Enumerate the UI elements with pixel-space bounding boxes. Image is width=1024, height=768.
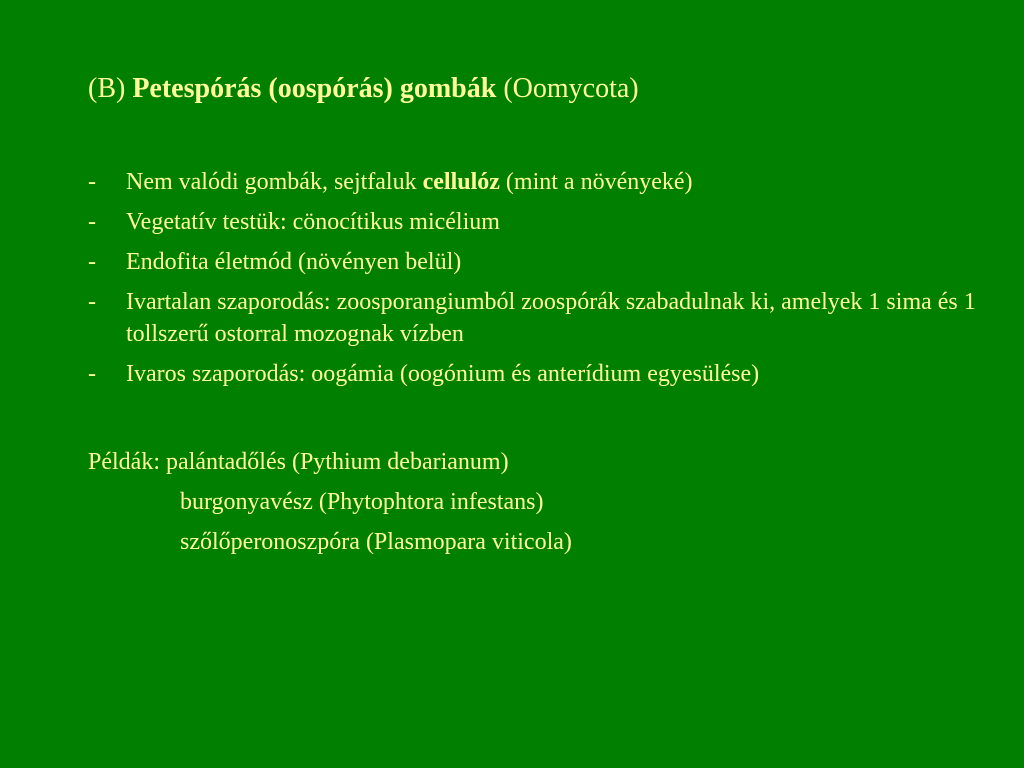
title-suffix: (Oomycota) <box>496 73 639 104</box>
bullet-text: Endofita életmód (növényen belül) <box>126 249 462 275</box>
bullet-marker: - <box>88 249 96 275</box>
bullet-text: Vegetatív testük: cönocítikus micélium <box>126 209 500 235</box>
examples-section <box>88 446 988 566</box>
bullet-text: Ivaros szaporodás: oogámia (oogónium és anterídium egyesülése) <box>126 361 760 387</box>
example-item: burgonyavész (Phytophtora infestans) <box>180 489 544 515</box>
bullet-item-5 <box>88 358 988 390</box>
bullet-marker: - <box>88 289 96 315</box>
example-item: szőlőperonoszpóra (Plasmopara viticola) <box>180 529 572 555</box>
bullet-list <box>88 166 988 398</box>
example-row-1 <box>88 446 988 486</box>
slide-title <box>88 72 639 106</box>
bullet-marker: - <box>88 209 96 235</box>
bullet-item-4 <box>88 286 988 350</box>
bullet-item-1 <box>88 166 988 198</box>
bullet-text-part: Nem valódi gombák, sejtfaluk <box>126 169 423 195</box>
example-item: palántadőlés (Pythium debarianum) <box>166 449 509 475</box>
bullet-marker: - <box>88 361 96 387</box>
bullet-text <box>126 169 693 195</box>
examples-label: Példák: <box>88 449 166 475</box>
example-row-2 <box>88 486 988 526</box>
title-prefix: (B) <box>88 73 133 104</box>
example-row-3 <box>88 526 988 566</box>
bullet-item-2 <box>88 206 988 238</box>
title-bold: Petespórás (oospórás) gombák <box>132 73 497 104</box>
bullet-text: Ivartalan szaporodás: zoosporangiumból zoospórák szabadulnak ki, amelyek 1 sima és 1 tollszerű ostorral mozognak vízben <box>126 289 976 347</box>
bullet-text-part: (mint a növényeké) <box>499 169 693 195</box>
bullet-marker: - <box>88 169 96 195</box>
bullet-item-3 <box>88 246 988 278</box>
bullet-bold-term: cellulóz <box>422 169 500 195</box>
